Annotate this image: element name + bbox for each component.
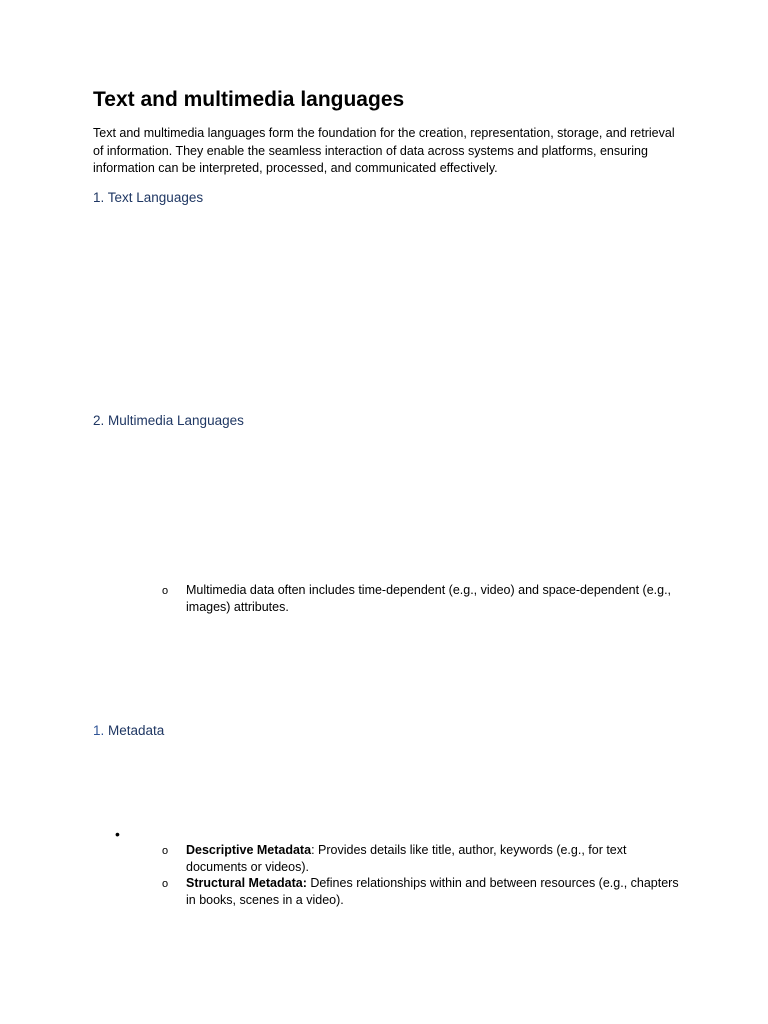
heading-metadata bbox=[93, 722, 164, 740]
intro-paragraph: Text and multimedia languages form the foundation for the creation, representation, storage, and retrieval of information. They enable the seamless interaction of data across systems and platforms, ensuring information can be interpreted, processed, and communicated effectively. bbox=[93, 126, 675, 175]
list-item-text: Defines relationships within and between resources (e.g., chapters in books, scenes in a video). bbox=[186, 876, 679, 907]
list-item-term: Structural Metadata: bbox=[186, 876, 307, 890]
list-item-text: : Provides details like title, author, keywords (e.g., for text documents or videos). bbox=[186, 843, 627, 874]
heading-number: 1. bbox=[93, 723, 105, 738]
heading-text-languages: 1. Text Languages bbox=[93, 190, 204, 205]
list-marker: o bbox=[162, 878, 169, 890]
bullet-marker: • bbox=[115, 826, 120, 842]
list-marker: o bbox=[162, 845, 169, 857]
list-item: Multimedia data often includes time-dependent (e.g., video) and space-dependent (e.g., images) attributes. bbox=[186, 583, 672, 614]
list-marker: o bbox=[162, 585, 169, 597]
document-title: Text and multimedia languages bbox=[93, 88, 405, 111]
list-item bbox=[186, 875, 686, 908]
heading-multimedia-languages: 2. Multimedia Languages bbox=[93, 413, 244, 428]
list-item-term: Descriptive Metadata bbox=[186, 843, 312, 857]
heading-label: Metadata bbox=[108, 723, 165, 738]
list-item bbox=[186, 842, 686, 875]
